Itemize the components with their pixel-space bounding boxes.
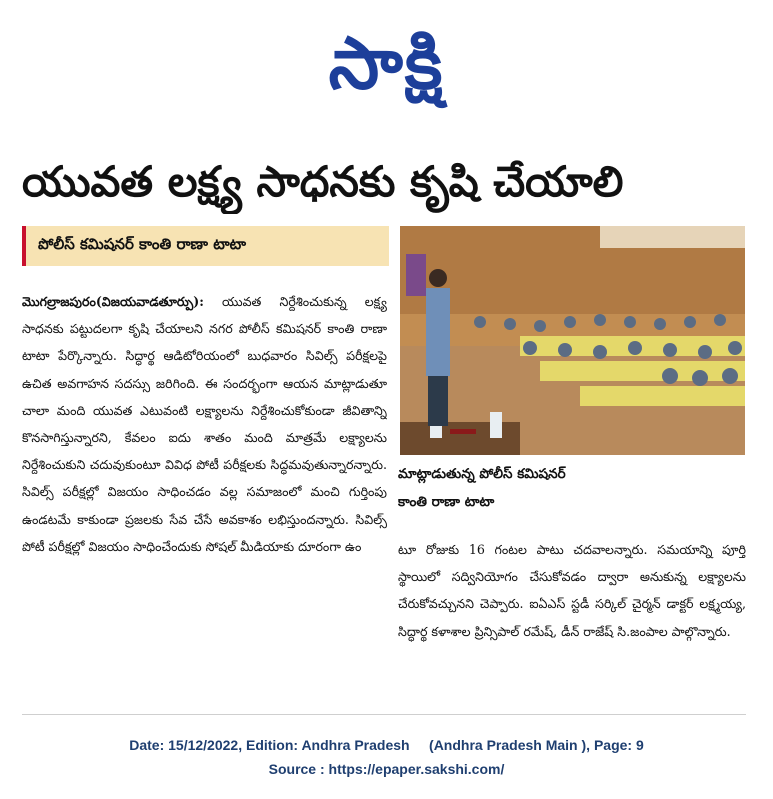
caption-line-1: మాట్లాడుతున్న పోలీస్ కమిషనర్ (398, 466, 566, 482)
footer-source-line: Source : https://epaper.sakshi.com/ (268, 761, 505, 777)
auditorium-photo (400, 226, 745, 455)
body-right-text: టూ రోజుకు 16 గంటల పాటు చదవాలన్నారు. సమయాన్ని పూర్తి స్థాయిలో సద్వినియోగం చేసుకోవడం ద్వారా అనుకున్న లక్ష్యాలను చేరుకోవచ్చునని చెప్పారు. ఐఏఎస్ స్టడీ సర్కిల్ చైర్మన్ డాక్టర్ లక్ష్మయ్య, సిద్ధార్థ కళాశాల ప్రిన్సిపాల్ రమేష్, డీన్ రాజేష్ సి.జంపాల పాల్గొన్నారు. (398, 542, 746, 639)
article-subheadline (22, 226, 389, 266)
article-dateline: మొగల్రాజపురం(విజయవాడతూర్పు): (22, 294, 204, 309)
article-photo (400, 226, 745, 455)
footer-divider (22, 714, 746, 715)
body-left-text: యువత నిర్దేశించుకున్న లక్ష్య సాధనకు పట్టుదలగా కృషి చేయాలని నగర పోలీస్ కమిషనర్ కాంతి రాణా టాటా పేర్కొన్నారు. సిద్ధార్థ ఆడిటోరియంలో బుధవారం సివిల్స్ పరీక్షలపై ఉచిత అవగాహన సదస్సు జరిగింది. ఈ సందర్భంగా ఆయన మాట్లాడుతూ చాలా మంది యువత ఎటువంటి లక్ష్యాలను నిర్దేశించుకోకుండా జీవితాన్ని కొనసాగిస్తున్నారని, కేవలం ఐదు శాతం మంది మాత్రమే లక్ష్యాలను నిర్దేశించుకుని చదువుకుంటూ వివిధ పోటీ పరీక్షలకు సిద్ధమవుతున్నారన్నారు. సివిల్స్ పరీక్షల్లో విజయం సాధించడం వల్ల సమాజంలో మంచి గుర్తింపు ఉండటమే కాకుండా ప్రజలకు సేవ చేసే అవకాశం లభిస్తుందన్నారు. సివిల్స్ పోటీ పరీక్షల్లో విజయం సాధించేందుకు సోషల్ మీడియాకు దూరంగా ఉం (22, 294, 387, 554)
subheadline-text: పోలీస్ కమిషనర్ కాంతి రాణా టాటా (38, 235, 246, 253)
article-headline: యువత లక్ష్య సాధనకు కృషి చేయాలి (22, 157, 624, 206)
photo-caption (398, 460, 746, 524)
footer-date-line: Date: 15/12/2022, Edition: Andhra Pradesh (Andhra Pradesh Main ), Page: 9 (129, 737, 644, 753)
article-body-right (398, 536, 746, 706)
article-body-left (22, 288, 387, 708)
masthead (0, 18, 773, 108)
sakshi-logo: సాక్షి (328, 21, 445, 105)
caption-line-2: కాంతి రాణా టాటా (398, 494, 495, 510)
